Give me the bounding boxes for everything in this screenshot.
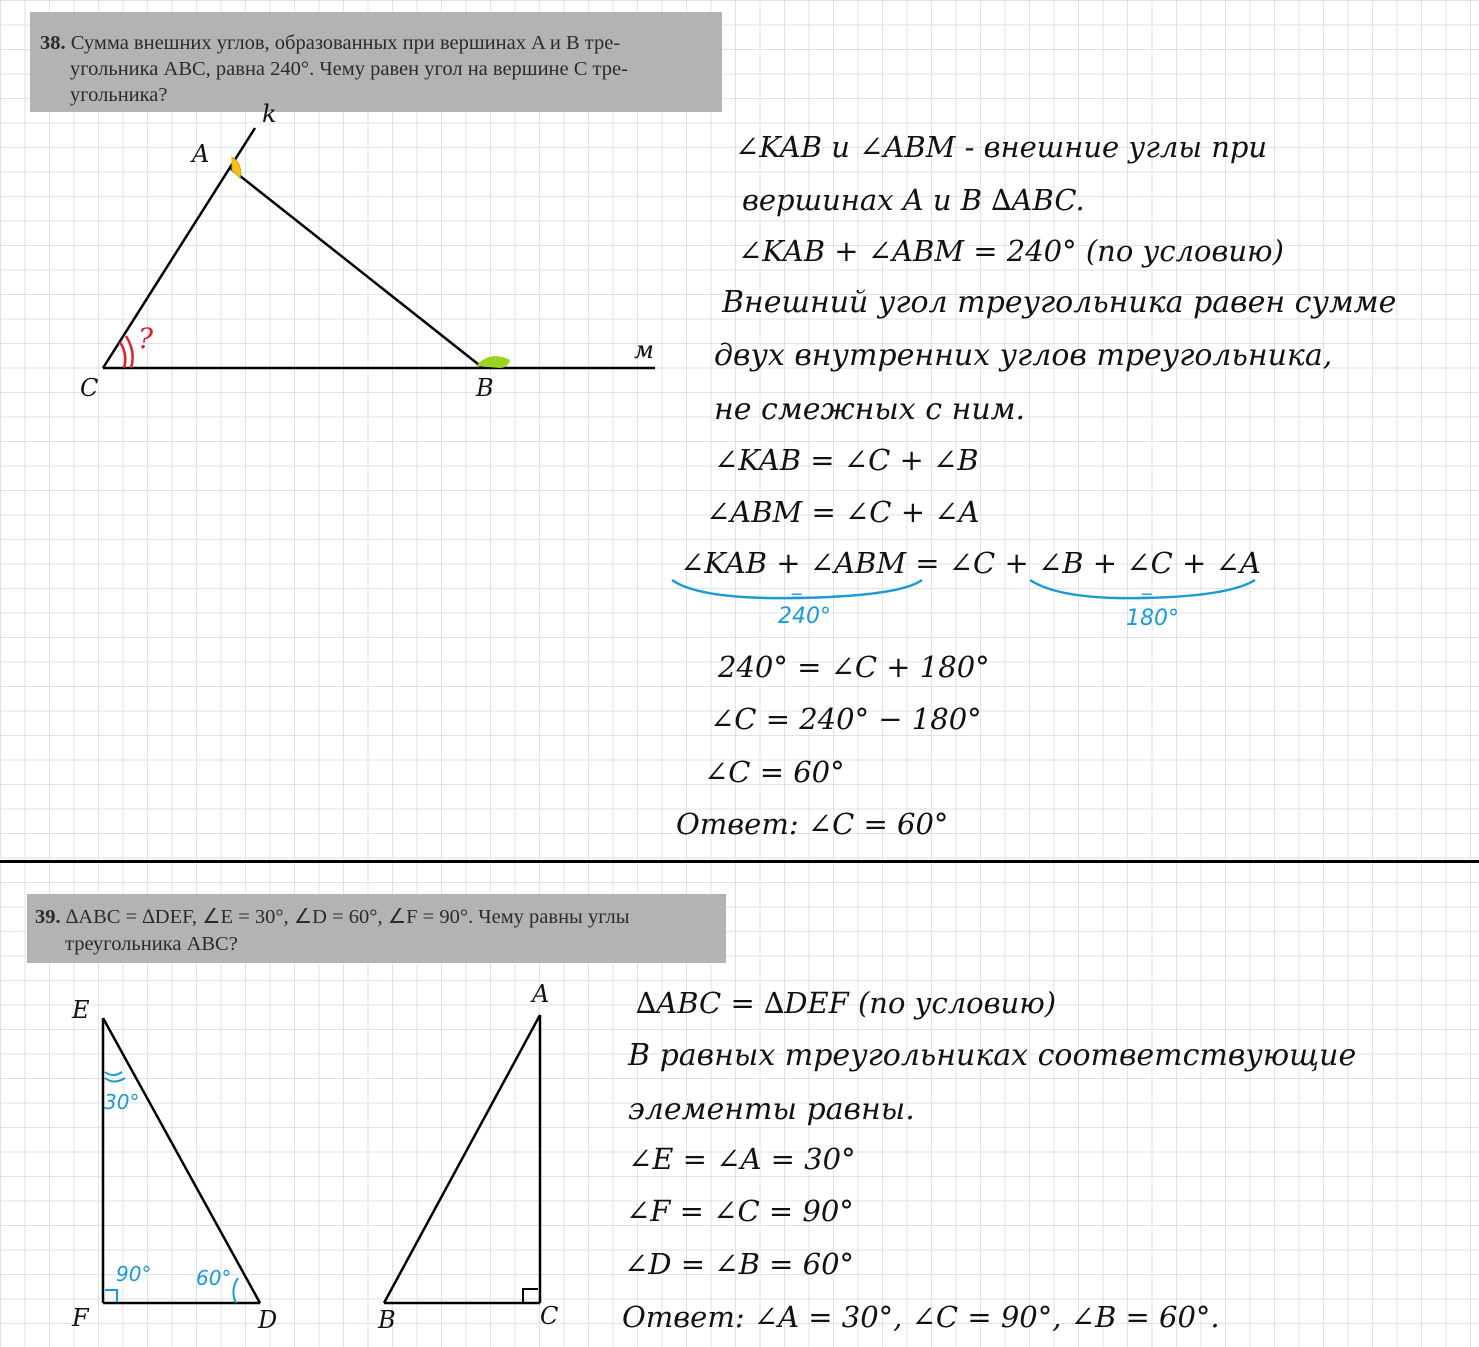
line-ab-39 [384, 1015, 540, 1303]
angle-abm-mark [476, 356, 510, 368]
angle-c-arc-2 [126, 336, 133, 368]
label-b-38: B [476, 374, 494, 402]
problem-38-text-3: угольника? [70, 84, 168, 106]
angle-f-mark [105, 1290, 117, 1302]
angle-c-arc-1 [120, 342, 125, 368]
solution-38-line-12: ∠C = 60° [704, 755, 845, 789]
problem-39-number: 39. [35, 906, 61, 928]
solution-38-answer: Ответ: ∠C = 60° [676, 807, 949, 841]
label-a-39: A [532, 980, 550, 1008]
solution-38-line-1: ∠KAB и ∠ABM - внешние углы при [735, 130, 1268, 164]
angle-e-arc-2 [105, 1078, 125, 1082]
label-c-39: C [540, 1302, 559, 1330]
label-b-39: B [378, 1306, 396, 1334]
problem-38-text-1: Сумма внешних углов, образованных при вершинах A и B тре- [70, 32, 621, 54]
label-d: D [258, 1306, 278, 1334]
solution-38-line-11: ∠C = 240° − 180° [710, 702, 982, 736]
label-a-38: A [192, 140, 210, 168]
brace-left-value: 240° [778, 604, 831, 629]
angle-e-value: 30° [104, 1090, 140, 1114]
solution-38-line-2: вершинах A и B ∆ABC. [742, 183, 1085, 217]
solution-39-line-4: ∠E = ∠A = 30° [628, 1142, 856, 1176]
problem-39-line-1 [35, 904, 716, 931]
label-question: ? [138, 322, 154, 355]
angle-kab-mark [232, 157, 241, 178]
right-angle-c-mark [523, 1289, 538, 1303]
problem-39-text-1: ∆ABC = ∆DEF, ∠E = 30°, ∠D = 60°, ∠F = 90°. Чему равны углы [65, 906, 630, 928]
line-ab [230, 168, 483, 368]
section-divider [0, 860, 1479, 863]
brace-right-value: 180° [1126, 606, 1179, 631]
label-e: E [72, 996, 90, 1024]
solution-38-line-3: ∠KAB + ∠ABM = 240° (по условию) [738, 234, 1284, 268]
label-k: k [262, 100, 277, 128]
solution-39-answer: Ответ: ∠A = 30°, ∠C = 90°, ∠B = 60°. [622, 1300, 1220, 1334]
problem-39-statement [27, 894, 726, 963]
solution-38-line-7: ∠KAB = ∠C + ∠B [714, 443, 979, 477]
solution-39-line-2: В равных треугольниках соответствующие [628, 1038, 1357, 1073]
problem-38-text-2: угольника ABC, равна 240°. Чему равен угол на вершине C тре- [70, 58, 628, 80]
solution-39-line-6: ∠D = ∠B = 60° [624, 1247, 855, 1281]
angle-d-value: 60° [196, 1266, 232, 1290]
solution-39-line-1: ∆ABC = ∆DEF (по условию) [636, 986, 1057, 1020]
label-m: м [634, 336, 654, 364]
solution-38-line-9: ∠KAB + ∠ABM = ∠C + ∠B + ∠C + ∠A [680, 546, 1261, 580]
solution-38-line-5: двух внутренних углов треугольника, [714, 338, 1333, 373]
triangle-abc-38 [103, 128, 655, 368]
triangle-abc-39 [384, 1015, 540, 1303]
solution-39-line-5: ∠F = ∠C = 90° [626, 1194, 854, 1228]
solution-39-line-3: элементы равны. [628, 1092, 915, 1127]
solution-38-line-8: ∠ABM = ∠C + ∠A [706, 495, 980, 529]
problem-39-text-2: треугольника ABC? [65, 933, 238, 955]
angle-d-arc [233, 1278, 238, 1303]
solution-38-line-6: не смежных с ним. [714, 392, 1026, 427]
angle-f-value: 90° [116, 1262, 152, 1286]
label-c-38: C [80, 374, 99, 402]
triangle-def [103, 1018, 260, 1303]
brace-right-mark: = [1140, 586, 1154, 605]
brace-left-mark: = [790, 586, 804, 605]
line-ed [103, 1018, 260, 1303]
problem-38-number: 38. [40, 32, 66, 54]
solution-38-line-10: 240° = ∠C + 180° [718, 650, 990, 684]
label-f: F [72, 1304, 89, 1332]
angle-e-arc-1 [105, 1072, 122, 1075]
solution-38-line-4: Внешний угол треугольника равен сумме [722, 285, 1397, 320]
